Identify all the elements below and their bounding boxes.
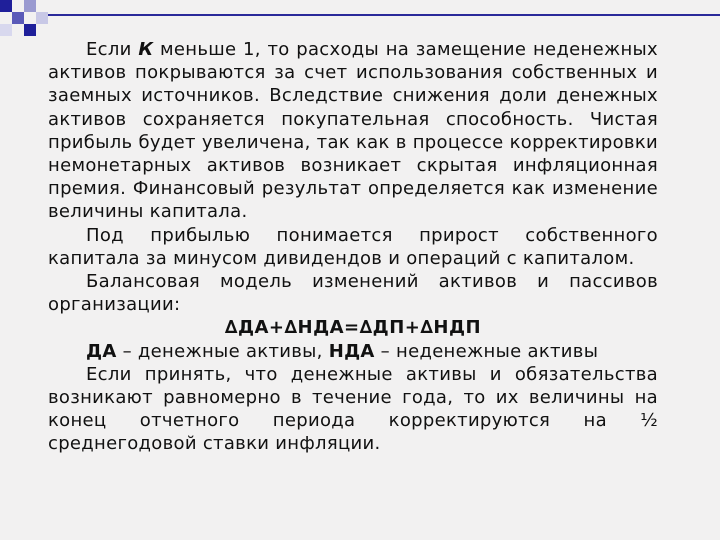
paragraph-balance-model: Балансовая модель изменений активов и пассивов организации: bbox=[48, 271, 658, 316]
text-span: меньше 1, то расходы на замещение неденежных активов покрываются за счет использования собственных и заемных источников. Вследствие снижения доли денежных активов сохраняется покупательная способность. Чистая прибыль будет увеличена, так как в процессе корректировки немонетарных активов возникает скрытая инфляционная премия. Финансовый результат определяется как изменение величины капитала. bbox=[48, 39, 658, 223]
formula: ∆ДА+∆НДА=∆ДП+∆НДП bbox=[224, 317, 482, 339]
text-span: – денежные активы, bbox=[116, 340, 329, 362]
decor-square bbox=[0, 24, 12, 36]
decor-square bbox=[24, 0, 36, 12]
decor-square bbox=[36, 12, 48, 24]
decor-square bbox=[24, 24, 36, 36]
text-span: – неденежные активы bbox=[374, 340, 599, 362]
header-rule bbox=[48, 14, 720, 16]
term-da: ДА bbox=[86, 340, 117, 362]
text-span: Если bbox=[86, 39, 139, 60]
paragraph-profit: Под прибылью понимается прирост собственного капитала за минусом дивидендов и операций с капиталом. bbox=[48, 224, 658, 269]
paragraph-definitions bbox=[48, 340, 658, 363]
decor-square bbox=[12, 12, 24, 24]
term-nda: НДА bbox=[328, 340, 375, 362]
paragraph-coefficient bbox=[48, 38, 658, 224]
decor-square bbox=[0, 0, 12, 12]
coefficient-k: К bbox=[138, 39, 154, 60]
paragraph-inflation: Если принять, что денежные активы и обязательства возникают равномерно в течение года, то их величины на конец отчетного периода корректируются на ½ среднегодовой ставки инфляции. bbox=[48, 363, 658, 455]
slide-body bbox=[48, 38, 658, 456]
